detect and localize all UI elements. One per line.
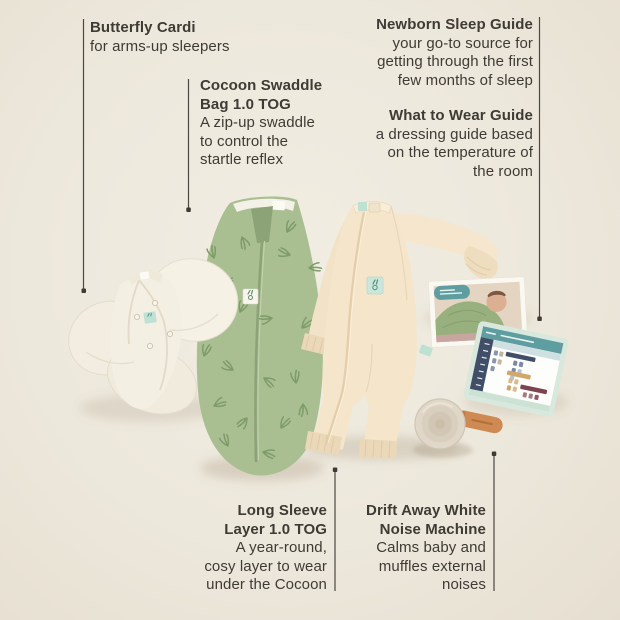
annotation-dot <box>537 317 542 322</box>
annotation-description: getting through the first <box>377 53 533 70</box>
annotation-description: A year-round, <box>235 539 327 556</box>
annotation-dot <box>82 289 87 294</box>
annotation-dot <box>333 468 338 473</box>
annotation-description: the room <box>473 162 533 180</box>
annotation-description: a dressing guide based <box>375 125 533 143</box>
annotation-title: Drift Away White <box>366 502 486 519</box>
annotation-description: Calms baby and <box>376 539 486 556</box>
annotation-title: Long Sleeve <box>237 502 327 519</box>
annotation-drift-away <box>366 502 486 595</box>
annotation-newborn-sleep-guide <box>376 16 533 90</box>
annotation-description: few months of sleep <box>397 71 533 89</box>
annotation-butterfly-cardi <box>90 19 230 56</box>
annotation-title: Cocoon Swaddle <box>200 77 323 94</box>
annotation-description: A zip-up swaddle <box>200 114 316 131</box>
annotation-title: Layer 1.0 TOG <box>224 520 327 538</box>
annotation-description: for arms-up sleepers <box>90 37 230 55</box>
annotation-title: Newborn Sleep Guide <box>376 16 533 33</box>
annotation-long-sleeve-layer <box>204 502 327 595</box>
annotation-title: Butterfly Cardi <box>90 19 196 36</box>
annotation-description: muffles external <box>378 557 486 575</box>
annotation-description: to control the <box>200 132 289 150</box>
annotation-title: What to Wear Guide <box>388 107 533 124</box>
annotation-title: Bag 1.0 TOG <box>200 95 291 113</box>
annotation-description: startle reflex <box>200 151 284 168</box>
annotation-description: cosy layer to wear <box>204 557 327 575</box>
annotation-title: Noise Machine <box>379 520 486 538</box>
annotation-cocoon-swaddle <box>200 77 322 170</box>
annotation-dot <box>186 208 191 213</box>
annotation-description: noises <box>442 576 486 593</box>
annotation-what-to-wear-guide <box>376 107 533 181</box>
annotation-description: under the Cocoon <box>206 576 327 593</box>
annotation-description: your go-to source for <box>392 34 533 52</box>
annotation-dot <box>492 452 497 457</box>
annotation-description: on the temperature of <box>387 144 533 161</box>
